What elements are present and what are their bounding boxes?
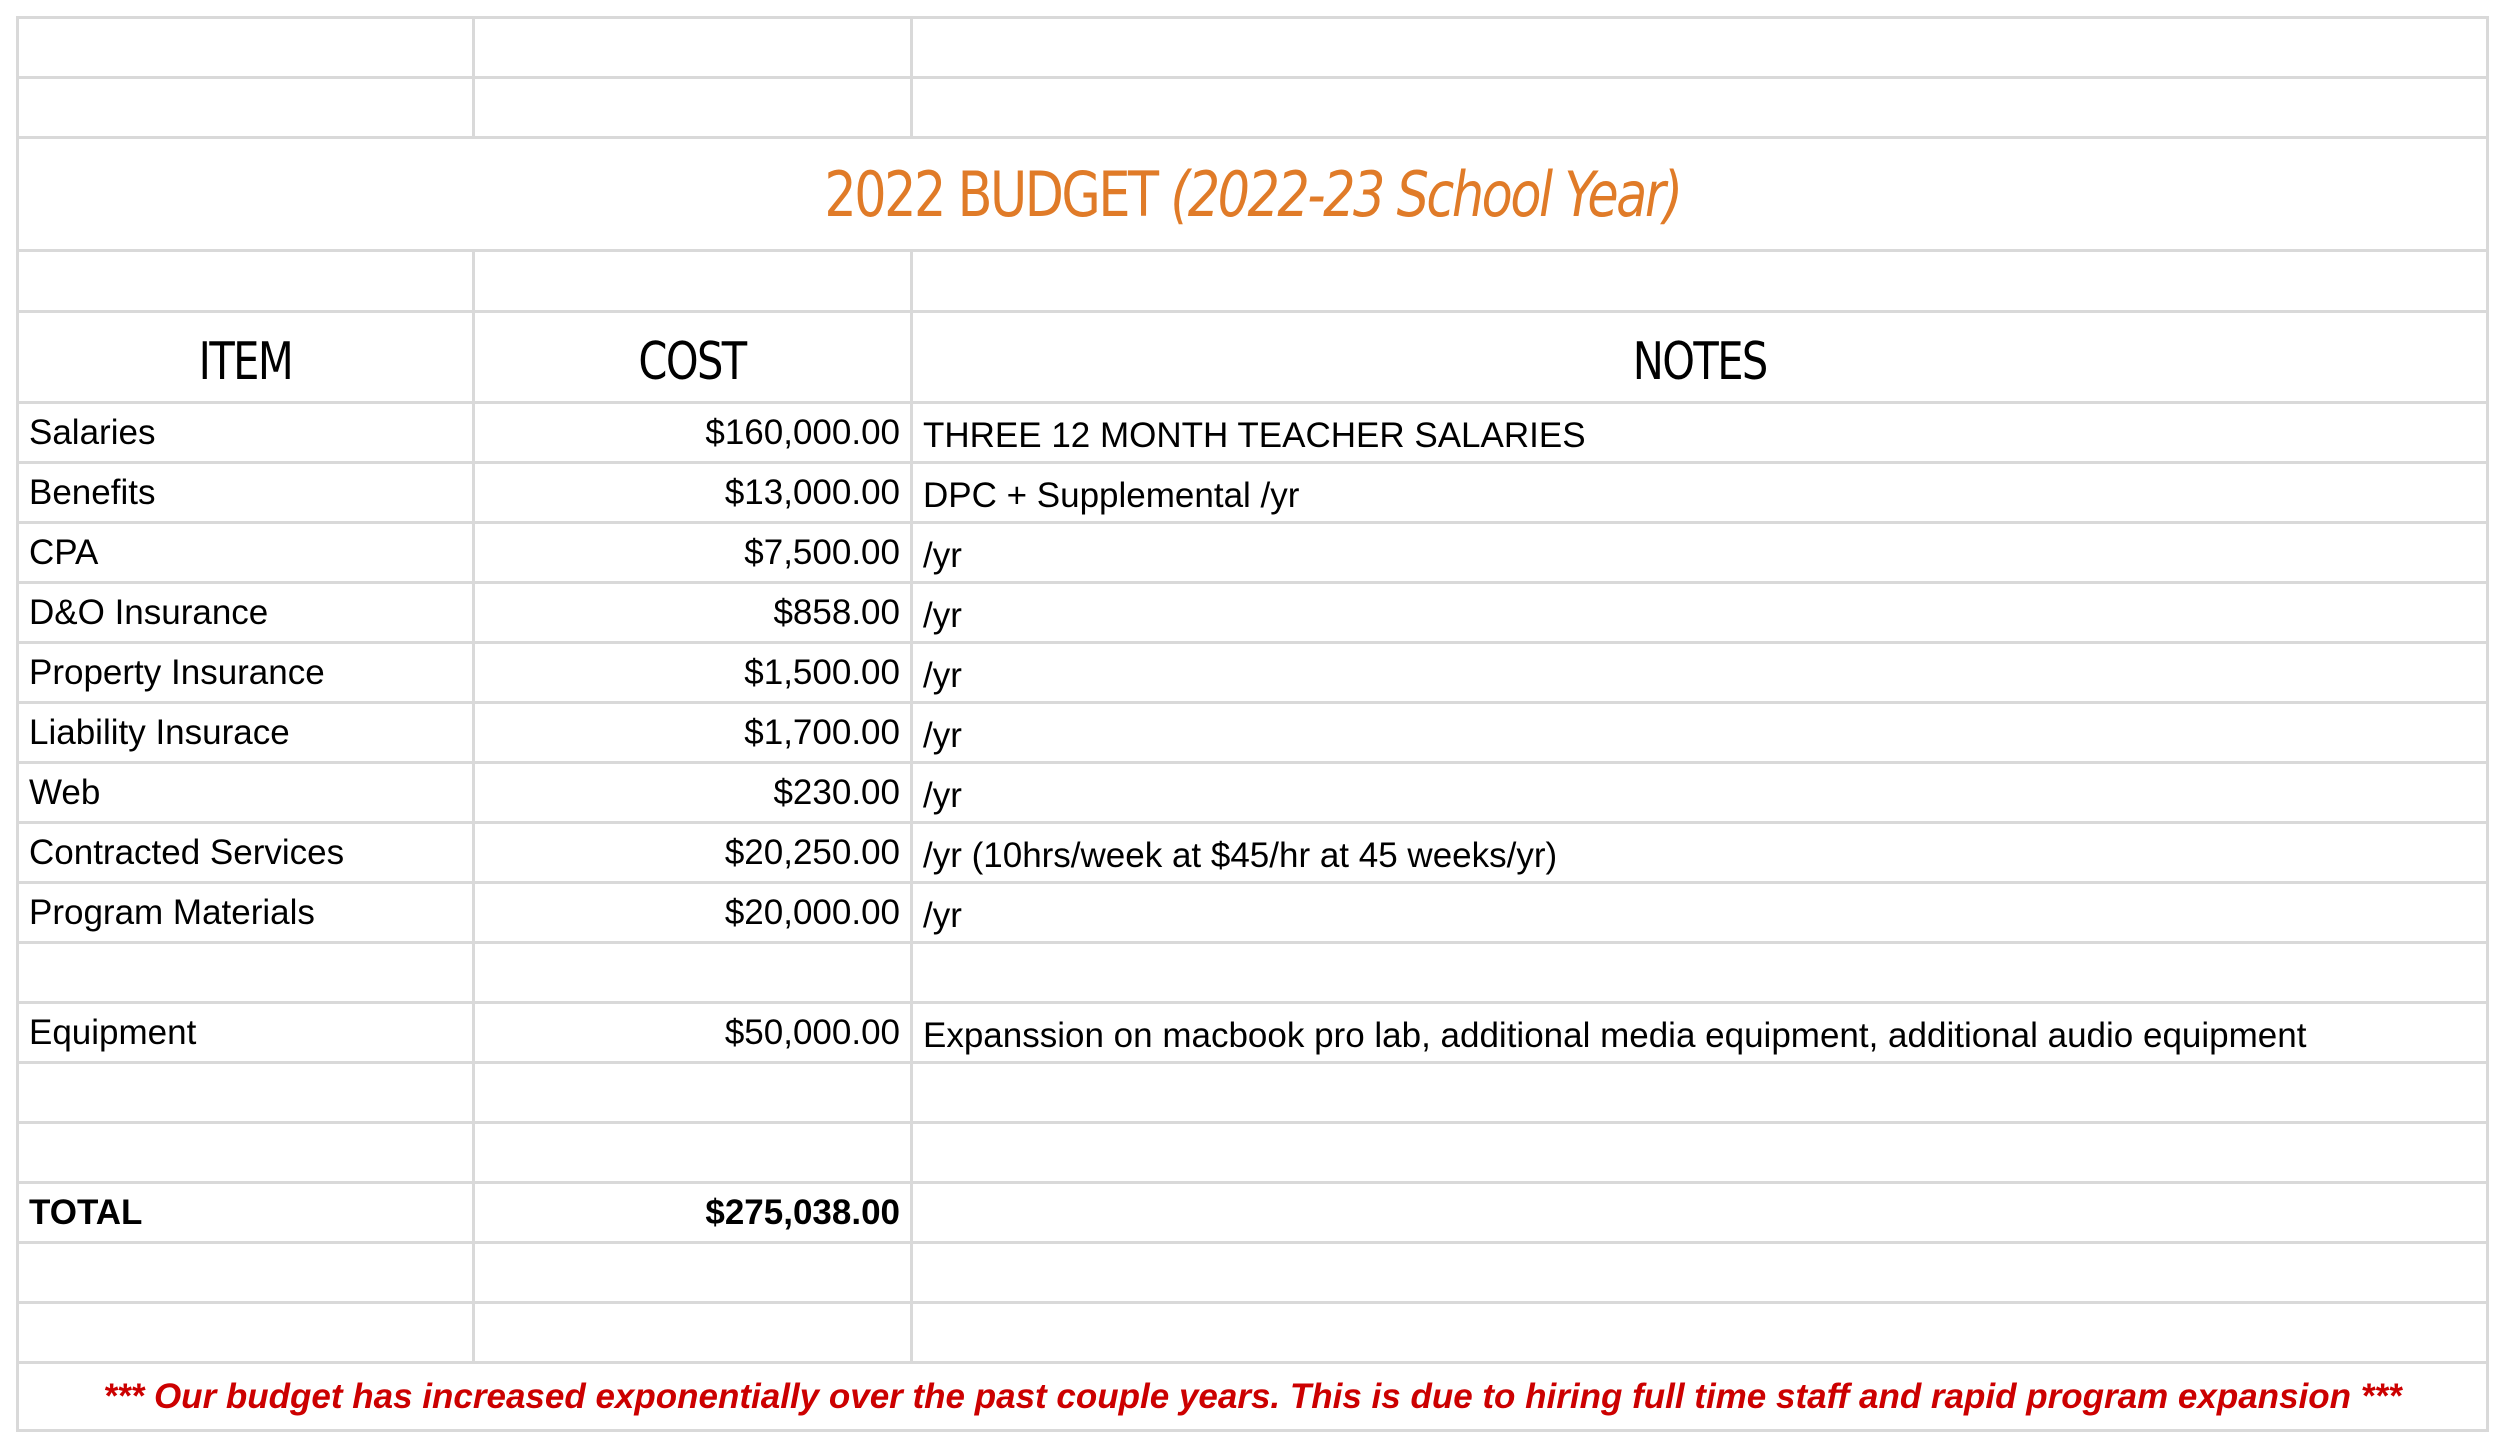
cell[interactable] bbox=[18, 1063, 474, 1123]
empty-row bbox=[18, 943, 2488, 1003]
item-cell[interactable]: Benefits bbox=[18, 463, 474, 523]
budget-sheet bbox=[16, 16, 2489, 1432]
header-item-label: ITEM bbox=[198, 332, 293, 392]
cell[interactable] bbox=[912, 251, 2488, 312]
empty-row bbox=[18, 251, 2488, 312]
note-cell[interactable]: /yr bbox=[912, 763, 2488, 823]
header-row bbox=[18, 312, 2488, 403]
cost-cell[interactable]: $1,700.00 bbox=[474, 703, 912, 763]
title-subtitle: (2022-23 School Year) bbox=[1170, 157, 1681, 231]
cell[interactable] bbox=[18, 1243, 474, 1303]
header-cost-label: COST bbox=[638, 332, 747, 392]
cell[interactable] bbox=[18, 1123, 474, 1183]
item-cell[interactable]: Web bbox=[18, 763, 474, 823]
item-cell[interactable]: D&O Insurance bbox=[18, 583, 474, 643]
cell[interactable] bbox=[912, 1123, 2488, 1183]
cell[interactable] bbox=[912, 78, 2488, 138]
note-cell[interactable]: /yr bbox=[912, 883, 2488, 943]
cost-cell[interactable]: $13,000.00 bbox=[474, 463, 912, 523]
cell[interactable] bbox=[912, 943, 2488, 1003]
item-cell[interactable]: Property Insurance bbox=[18, 643, 474, 703]
title-cell[interactable] bbox=[18, 138, 2488, 251]
cost-cell[interactable]: $858.00 bbox=[474, 583, 912, 643]
cell[interactable] bbox=[18, 943, 474, 1003]
cell[interactable] bbox=[912, 18, 2488, 78]
table-row bbox=[18, 823, 2488, 883]
table-row bbox=[18, 703, 2488, 763]
cell[interactable] bbox=[474, 78, 912, 138]
cell[interactable] bbox=[18, 18, 474, 78]
note-cell[interactable]: /yr (10hrs/week at $45/hr at 45 weeks/yr) bbox=[912, 823, 2488, 883]
note-cell[interactable]: /yr bbox=[912, 523, 2488, 583]
item-cell[interactable]: CPA bbox=[18, 523, 474, 583]
note-cell[interactable]: Expanssion on macbook pro lab, additional media equipment, additional audio equipment bbox=[912, 1003, 2488, 1063]
cell[interactable] bbox=[474, 18, 912, 78]
header-notes-label: NOTES bbox=[1632, 332, 1767, 392]
page-title bbox=[241, 158, 2264, 231]
title-row bbox=[18, 138, 2488, 251]
table-row bbox=[18, 403, 2488, 463]
total-value[interactable]: $275,038.00 bbox=[474, 1183, 912, 1243]
cost-cell[interactable]: $20,000.00 bbox=[474, 883, 912, 943]
table-row bbox=[18, 763, 2488, 823]
cell[interactable] bbox=[912, 1183, 2488, 1243]
header-item[interactable] bbox=[18, 312, 474, 403]
empty-row bbox=[18, 1123, 2488, 1183]
total-label[interactable]: TOTAL bbox=[18, 1183, 474, 1243]
cost-cell[interactable]: $7,500.00 bbox=[474, 523, 912, 583]
cost-cell[interactable]: $50,000.00 bbox=[474, 1003, 912, 1063]
table-row bbox=[18, 883, 2488, 943]
table-row-equipment bbox=[18, 1003, 2488, 1063]
cell[interactable] bbox=[474, 1063, 912, 1123]
table-row bbox=[18, 463, 2488, 523]
cell[interactable] bbox=[18, 251, 474, 312]
cell[interactable] bbox=[474, 943, 912, 1003]
footnote[interactable]: *** Our budget has increased exponentially over the past couple years. This is due to hiring full time staff and rapid program expansion *** bbox=[18, 1363, 2488, 1431]
cost-cell[interactable]: $20,250.00 bbox=[474, 823, 912, 883]
cell[interactable] bbox=[474, 1303, 912, 1363]
empty-row bbox=[18, 1243, 2488, 1303]
cell[interactable] bbox=[912, 1303, 2488, 1363]
title-main: 2022 BUDGET bbox=[824, 157, 1157, 231]
cell[interactable] bbox=[912, 1243, 2488, 1303]
cost-cell[interactable]: $160,000.00 bbox=[474, 403, 912, 463]
cost-cell[interactable]: $1,500.00 bbox=[474, 643, 912, 703]
note-cell[interactable]: THREE 12 MONTH TEACHER SALARIES bbox=[912, 403, 2488, 463]
note-cell[interactable]: /yr bbox=[912, 703, 2488, 763]
table-row bbox=[18, 583, 2488, 643]
note-cell[interactable]: /yr bbox=[912, 643, 2488, 703]
header-notes[interactable] bbox=[912, 312, 2488, 403]
table-row bbox=[18, 523, 2488, 583]
item-cell[interactable]: Liability Insurace bbox=[18, 703, 474, 763]
item-cell[interactable]: Program Materials bbox=[18, 883, 474, 943]
cell[interactable] bbox=[474, 1123, 912, 1183]
header-cost[interactable] bbox=[474, 312, 912, 403]
table-row bbox=[18, 643, 2488, 703]
cost-cell[interactable]: $230.00 bbox=[474, 763, 912, 823]
note-cell[interactable]: DPC + Supplemental /yr bbox=[912, 463, 2488, 523]
cell[interactable] bbox=[912, 1063, 2488, 1123]
item-cell[interactable]: Contracted Services bbox=[18, 823, 474, 883]
empty-row bbox=[18, 1063, 2488, 1123]
total-row bbox=[18, 1183, 2488, 1243]
cell[interactable] bbox=[18, 78, 474, 138]
empty-row bbox=[18, 1303, 2488, 1363]
item-cell[interactable]: Equipment bbox=[18, 1003, 474, 1063]
cell[interactable] bbox=[474, 251, 912, 312]
cell[interactable] bbox=[18, 1303, 474, 1363]
empty-row bbox=[18, 78, 2488, 138]
note-cell[interactable]: /yr bbox=[912, 583, 2488, 643]
footnote-row bbox=[18, 1363, 2488, 1431]
cell[interactable] bbox=[474, 1243, 912, 1303]
empty-row bbox=[18, 18, 2488, 78]
item-cell[interactable]: Salaries bbox=[18, 403, 474, 463]
